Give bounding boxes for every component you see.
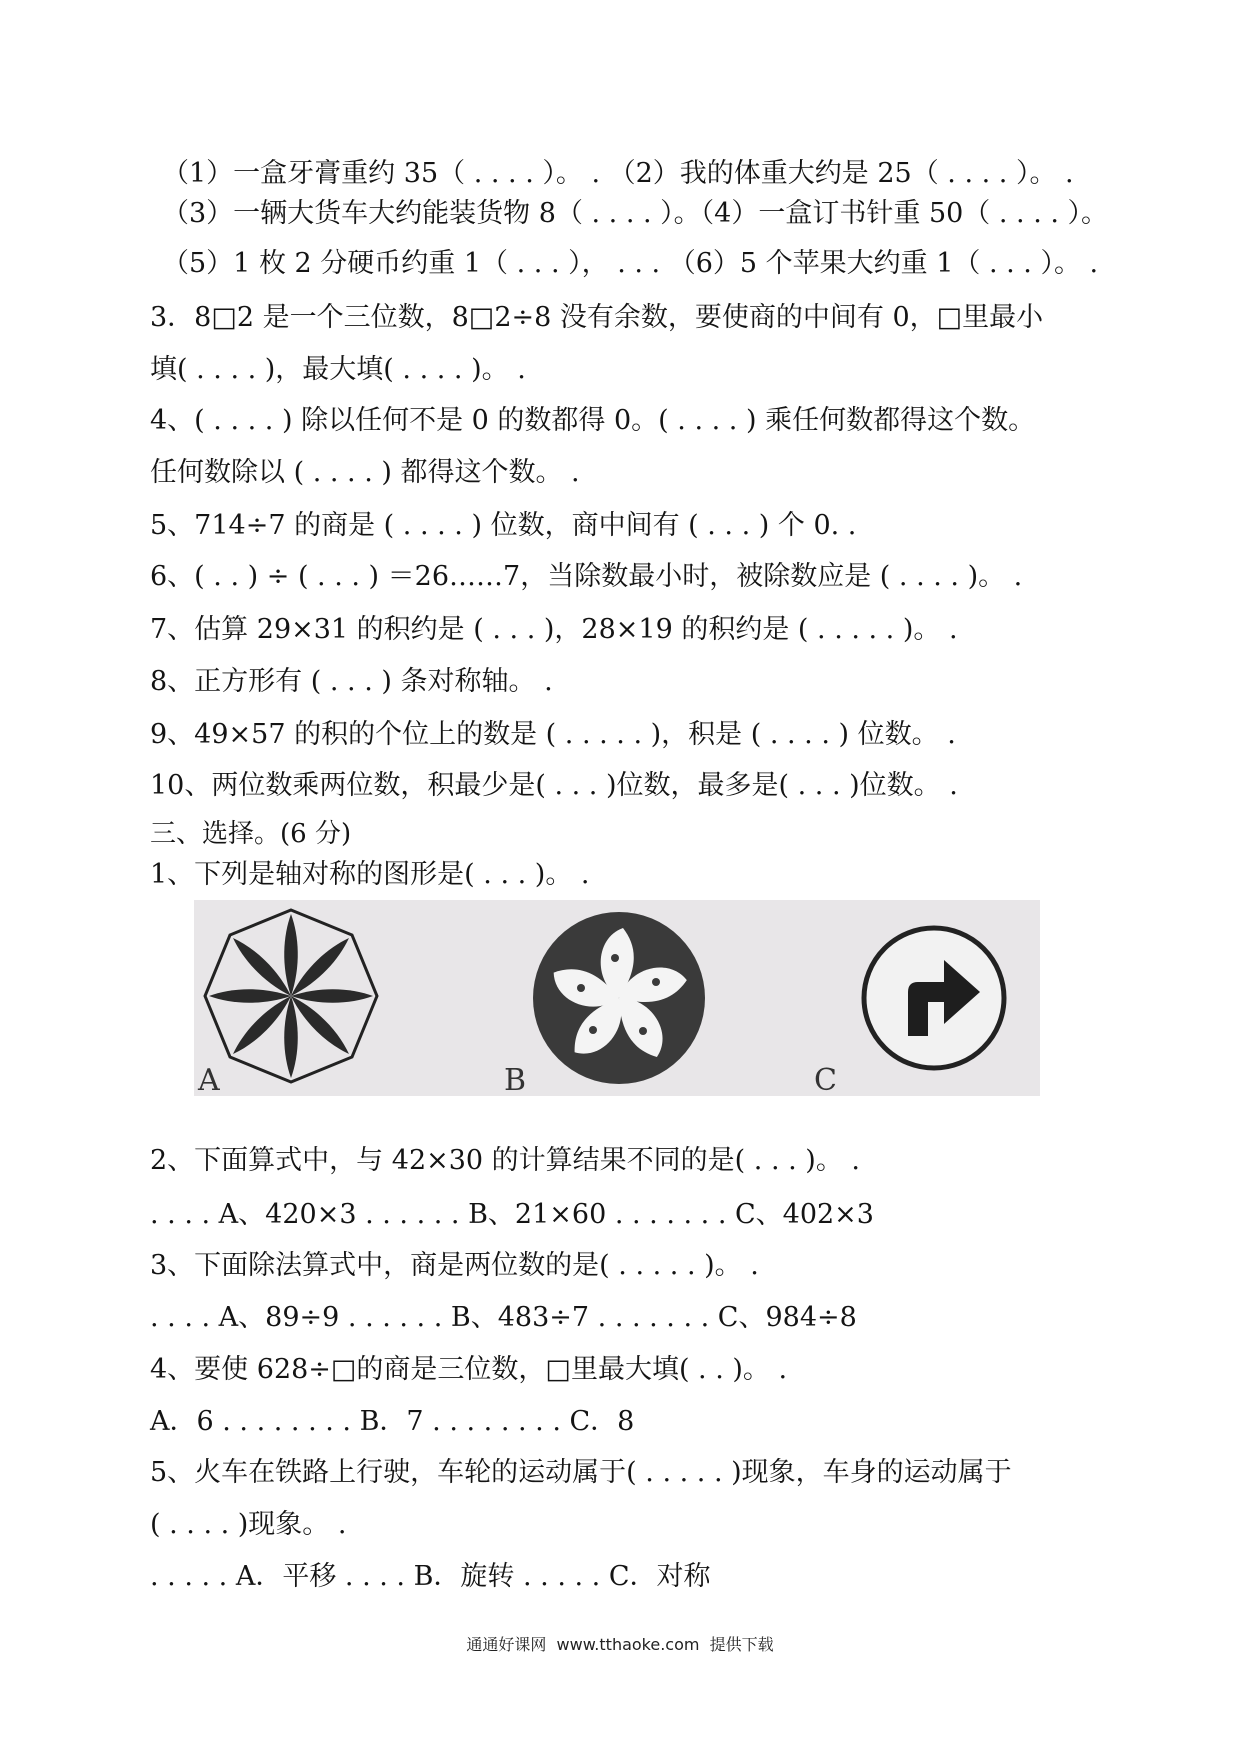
symmetry-figures [194, 900, 1040, 1096]
choice-2: 2、下面算式中，与 42×30 的计算结果不同的是( . . . )。 . [150, 1145, 860, 1176]
bauhinia-flower-icon [533, 912, 705, 1084]
unit-item-row-1: （1）一盒牙膏重约 35（ . . . . ）。 . （2）我的体重大约是 25（ . . . . ）。 . [162, 158, 1074, 189]
octagon-star-icon [205, 910, 377, 1082]
question-4-line-2: 任何数除以 ( . . . . ) 都得这个数。 . [150, 457, 580, 488]
figure-label-c: C [814, 1063, 837, 1096]
question-9: 9、49×57 的积的个位上的数是 ( . . . . . )，积是 ( . . . . ) 位数。 . [150, 719, 956, 750]
choice-2-options: . . . . A、420×3 . . . . . . B、21×60 . . . . . . . C、402×3 [150, 1199, 874, 1230]
choice-5-line-2: ( . . . . )现象。 . [150, 1509, 347, 1540]
choice-4: 4、要使 628÷□的商是三位数，□里最大填( . . )。 . [150, 1354, 788, 1385]
turn-right-sign-icon [864, 928, 1004, 1068]
choice-1: 1、下列是轴对称的图形是( . . . )。 . [150, 859, 590, 890]
choice-3: 3、下面除法算式中，商是两位数的是( . . . . . )。 . [150, 1250, 759, 1281]
question-7: 7、估算 29×31 的积约是 ( . . . )，28×19 的积约是 ( . . . . . )。 . [150, 614, 958, 645]
section-3-title: 三、选择。(6 分) [150, 819, 352, 849]
question-10: 10、两位数乘两位数，积最少是( . . . )位数，最多是( . . . )位数。 . [150, 770, 958, 801]
page-footer: 通通好课网 www.tthaoke.com 提供下载 [466, 1635, 774, 1654]
choice-5-line-1: 5、火车在铁路上行驶，车轮的运动属于( . . . . . )现象，车身的运动属于 [150, 1457, 1012, 1488]
question-5: 5、714÷7 的商是 ( . . . . ) 位数，商中间有 ( . . . ) 个 0. . [150, 510, 857, 541]
question-3-line-2: 填( . . . . )，最大填( . . . . )。 . [150, 354, 526, 385]
figure-label-a: A [198, 1063, 220, 1096]
choice-4-options: A．6 . . . . . . . . B．7 . . . . . . . . C．8 [150, 1406, 635, 1437]
unit-item-row-3: （5）1 枚 2 分硬币约重 1（ . . . ）， . . . （6）5 个苹果大约重 1（ . . . ）。 . [162, 248, 1099, 279]
choice-3-options: . . . . A、89÷9 . . . . . . B、483÷7 . . . . . . . C、984÷8 [150, 1302, 857, 1333]
choice-5-options: . . . . . A．平移 . . . . B．旋转 . . . . . C．对称 [150, 1561, 711, 1592]
unit-item-row-2: （3）一辆大货车大约能装货物 8（ . . . . ）。（4）一盒订书针重 50（ . . . . ）。 [162, 198, 1109, 229]
question-6: 6、( . . ) ÷ ( . . . ) ＝26……7，当除数最小时，被除数应是 ( . . . . )。 . [150, 561, 1023, 592]
figure-label-b: B [504, 1063, 527, 1096]
question-3-line-1: 3．8□2 是一个三位数，8□2÷8 没有余数，要使商的中间有 0，□里最小 [150, 302, 1044, 333]
question-8: 8、正方形有 ( . . . ) 条对称轴。 . [150, 666, 553, 697]
question-4-line-1: 4、( . . . . ) 除以任何不是 0 的数都得 0。( . . . . ) 乘任何数都得这个数。 [150, 405, 1036, 436]
